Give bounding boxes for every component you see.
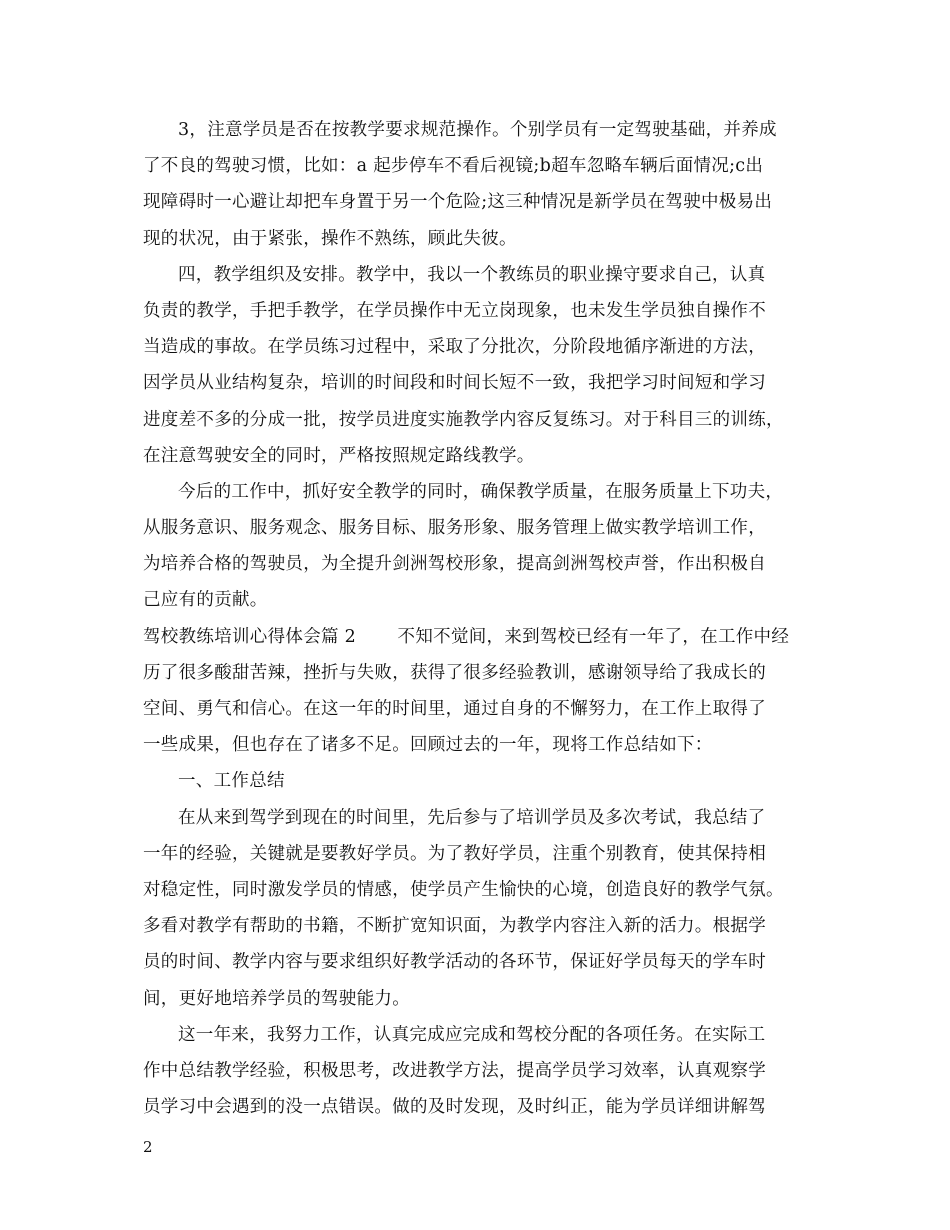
text-line: 今后的工作中，抓好安全教学的同时，确保教学质量，在服务质量上下功夫，	[178, 481, 784, 502]
text-line: 一年的经验，关键就是要教好学员。为了教好学员，注重个别教育，使其保持相	[143, 843, 766, 864]
text-line: 这一年来，我努力工作，认真完成应完成和驾校分配的各项任务。在实际工	[178, 1024, 766, 1045]
text-line: 现障碍时一心避让却把车身置于另一个危险;这三种情况是新学员在驾驶中极易出	[143, 192, 773, 213]
text-line: 了不良的驾驶习惯，比如：a 起步停车不看后视镜;b超车忽略车辆后面情况;c出	[143, 156, 764, 177]
text-line: 进度差不多的分成一批，按学员进度实施教学内容反复练习。对于科目三的训练，	[143, 409, 784, 430]
page-number: 2	[143, 1138, 153, 1156]
text-line: 空间、勇气和信心。在这一年的时间里，通过自身的不懈努力，在工作上取得了	[143, 699, 766, 719]
text-line: 多看对教学有帮助的书籍，不断扩宽知识面，为教学内容注入新的活力。根据学	[143, 916, 766, 937]
text-line: 间，更好地培养学员的驾驶能力。	[143, 988, 410, 1009]
text-line: 为培养合格的驾驶员，为全提升剑洲驾校形象，提高剑洲驾校声誉，作出积极自	[143, 554, 766, 575]
text-line: 现的状况，由于紧张，操作不熟练，顾此失彼。	[143, 228, 517, 249]
text-line: 3，注意学员是否在按教学要求规范操作。个别学员有一定驾驶基础，并养成	[178, 120, 777, 140]
text-line: 四，教学组织及安排。教学中，我以一个教练员的职业操守要求自己，认真	[178, 264, 766, 285]
text-line: 在注意驾驶安全的同时，严格按照规定路线教学。	[143, 445, 535, 466]
text-line: 对稳定性，同时激发学员的情感，使学员产生愉快的心境，创造良好的教学气氛。	[143, 879, 784, 900]
section-heading-line: 驾校教练培训心得体会篇 2 不知不觉间，来到驾校已经有一年了，在工作中经	[143, 626, 790, 647]
text-line: 一些成果，但也存在了诸多不足。回顾过去的一年，现将工作总结如下：	[143, 735, 713, 756]
text-line: 当造成的事故。在学员练习过程中，采取了分批次，分阶段地循序渐进的方法，	[143, 337, 766, 358]
text-line: 作中总结教学经验，积极思考，改进教学方法，提高学员学习效率，认真观察学	[143, 1060, 766, 1081]
body-text	[143, 112, 823, 1125]
text-line: 因学员从业结构复杂，培训的时间段和时间长短不一致，我把学习时间短和学习	[143, 373, 766, 394]
text-line: 己应有的贡献。	[143, 590, 268, 611]
text-line: 在从来到驾学到现在的时间里，先后参与了培训学员及多次考试，我总结了	[178, 807, 766, 828]
text-line: 从服务意识、服务观念、服务目标、服务形象、服务管理上做实教学培训工作，	[143, 518, 766, 539]
text-line: 负责的教学，手把手教学，在学员操作中无立岗现象，也未发生学员独自操作不	[143, 300, 766, 321]
text-line: 员的时间、教学内容与要求组织好教学活动的各环节，保证好学员每天的学车时	[143, 952, 766, 973]
text-line: 员学习中会遇到的没一点错误。做的及时发现，及时纠正，能为学员详细讲解驾	[143, 1097, 766, 1118]
text-line: 历了很多酸甜苦辣，挫折与失败，获得了很多经验教训，感谢领导给了我成长的	[143, 662, 766, 683]
subheading-line: 一、工作总结	[178, 771, 285, 792]
